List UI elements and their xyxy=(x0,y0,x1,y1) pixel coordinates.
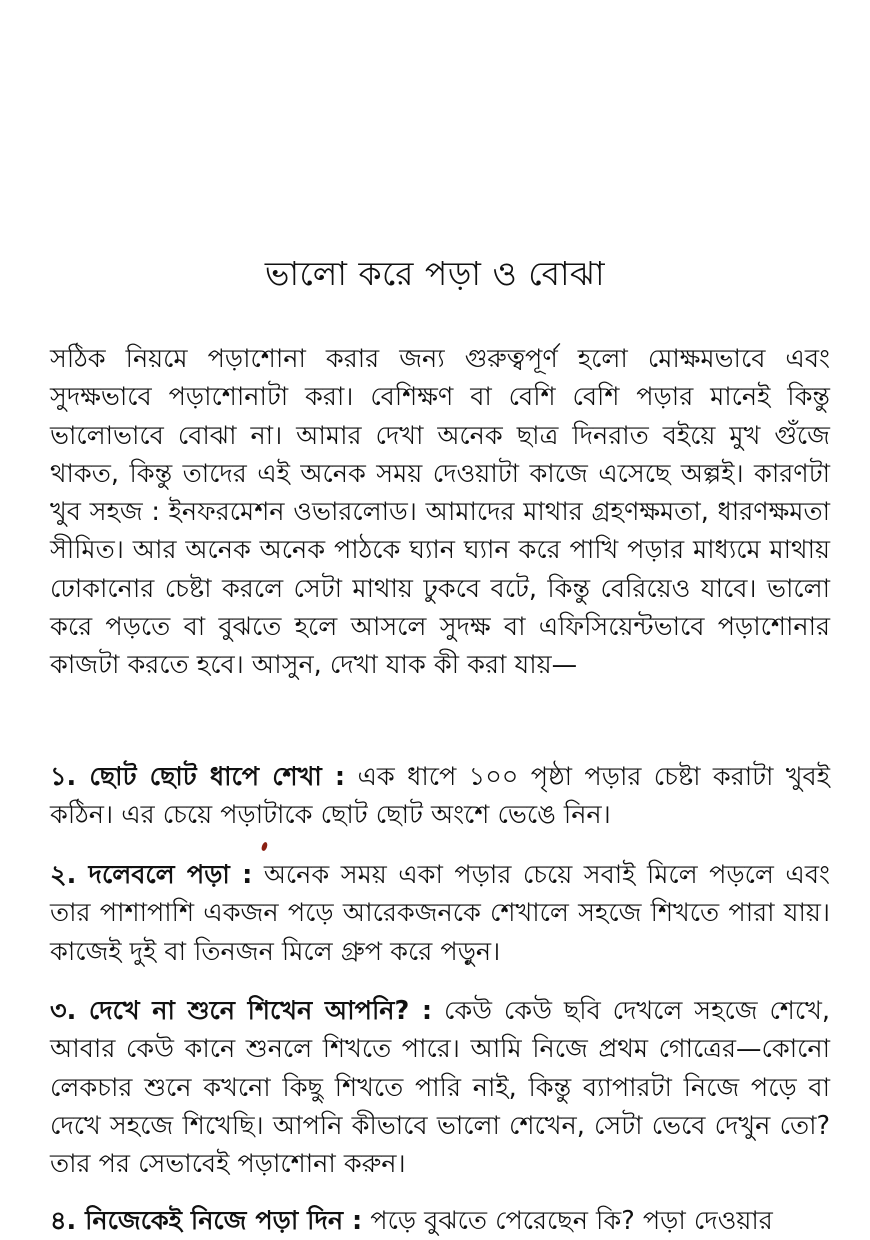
list-item-text: কেউ কেউ ছবি দেখলে সহজে শেখে, আবার কেউ কানে শুনলে শিখতে পারে। আমি নিজে প্রথম গোত্রের—কোনো লেকচার শুনে কখনো কিছু শিখতে পারি নাই, কিন্তু ব্যাপারটা নিজে পড়ে বা দেখে সহজে শিখেছি। আপনি কীভাবে ভালো শেখেন, সেটা ভেবে দেখুন তো? তার পর সেভাবেই পড়াশোনা করুন। xyxy=(50,996,830,1180)
list-item-2 xyxy=(50,856,830,971)
list-item-heading: ১. ছোট ছোট ধাপে শেখা : xyxy=(50,762,346,792)
ink-spot xyxy=(261,841,269,851)
list-item-heading: ৩. দেখে না শুনে শিখেন আপনি? : xyxy=(50,996,433,1026)
list-item-1 xyxy=(50,758,830,835)
list-item-3 xyxy=(50,992,830,1183)
page-title: ভালো করে পড়া ও বোঝা xyxy=(264,254,606,293)
list-item-text: এক ধাপে ১০০ পৃষ্ঠা পড়ার চেষ্টা করাটা খুবই কঠিন। এর চেয়ে পড়াটাকে ছোট ছোট অংশে ভেঙে নিন। xyxy=(50,762,831,831)
list-item-4 xyxy=(50,1202,830,1240)
list-item-text: অনেক সময় একা পড়ার চেয়ে সবাই মিলে পড়লে এবং তার পাশাপাশি একজন পড়ে আরেকজনকে শেখালে সহজে শিখতে পারা যায়। কাজেই দুই বা তিনজন মিলে গ্রুপ করে পড়ুন। xyxy=(50,860,830,967)
list-item-text: পড়ে বুঝতে পেরেছেন কি? পড়া দেওয়ার xyxy=(362,1206,773,1236)
list-item-heading: ২. দলেবলে পড়া : xyxy=(50,860,253,890)
list-item-heading: ৪. নিজেকেই নিজে পড়া দিন : xyxy=(50,1206,363,1236)
intro-paragraph: সঠিক নিয়মে পড়াশোনা করার জন্য গুরুত্বপূর্ণ হলো মোক্ষমভাবে এবং সুদক্ষভাবে পড়াশোনাটা করা। বেশিক্ষণ বা বেশি বেশি পড়ার মানেই কিন্তু ভালোভাবে বোঝা না। আমার দেখা অনেক ছাত্র দিনরাত বইয়ে মুখ গুঁজে থাকত, কিন্তু তাদের এই অনেক সময় দেওয়াটা কাজে এসেছে অল্পই। কারণটা খুব সহজ : ইনফরমেশন ওভারলোড। আমাদের মাথার গ্রহণক্ষমতা, ধারণক্ষমতা সীমিত। আর অনেক অনেক পাঠকে ঘ্যান ঘ্যান করে পাখি পড়ার মাধ্যমে মাথায় ঢোকানোর চেষ্টা করলে সেটা মাথায় ঢুকবে বটে, কিন্তু বেরিয়েও যাবে। ভালো করে পড়তে বা বুঝতে হলে আসলে সুদক্ষ বা এফিসিয়েন্টভাবে পড়াশোনার কাজটা করতে হবে। আসুন, দেখা যাক কী করা যায়— xyxy=(50,344,830,681)
